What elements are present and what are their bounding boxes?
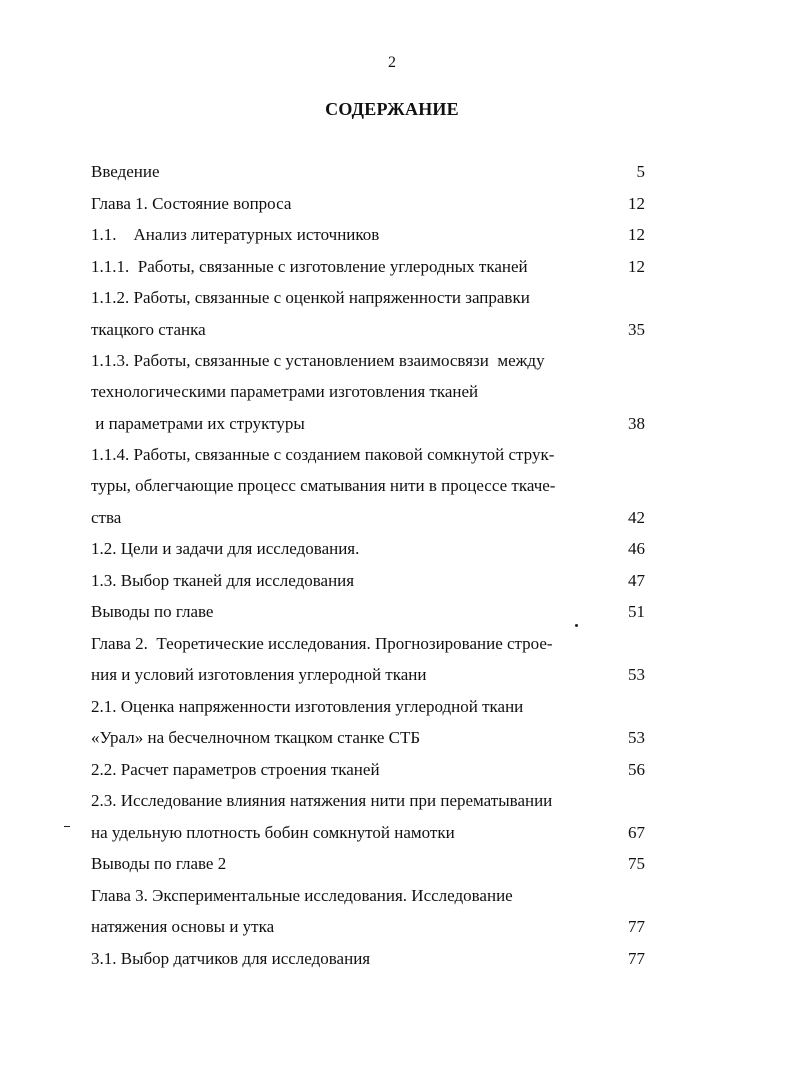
toc-entry-page: 5 bbox=[636, 162, 645, 181]
toc-entry-page: 42 bbox=[628, 508, 645, 527]
toc-entry-page: 77 bbox=[628, 949, 645, 968]
toc-line bbox=[0, 157, 795, 187]
page-number: 2 bbox=[388, 54, 396, 71]
toc-entry-page: 75 bbox=[628, 854, 645, 873]
toc-line bbox=[0, 440, 795, 470]
toc-line bbox=[0, 755, 795, 785]
toc-line bbox=[0, 692, 795, 722]
toc-entry-text: Выводы по главе 2 bbox=[91, 854, 227, 873]
toc-entry-text: и параметрами их структуры bbox=[91, 414, 305, 433]
toc-entry-page: 12 bbox=[628, 194, 645, 213]
toc-entry-text: Глава 2. Теоретические исследования. Прогнозирование строе- bbox=[91, 634, 553, 653]
toc-entry-page: 56 bbox=[628, 760, 645, 779]
toc-line bbox=[0, 346, 795, 376]
toc-line bbox=[0, 881, 795, 911]
toc-entry-text: технологическими параметрами изготовления тканей bbox=[91, 382, 479, 401]
toc-line bbox=[0, 818, 795, 848]
toc-line bbox=[0, 629, 795, 659]
toc-entry-text: ткацкого станка bbox=[91, 320, 206, 339]
toc-line bbox=[0, 409, 795, 439]
toc-entry-page: 51 bbox=[628, 602, 645, 621]
toc-entry-text: ния и условий изготовления углеродной ткани bbox=[91, 665, 427, 684]
toc-line bbox=[0, 566, 795, 596]
toc-entry-text: 1.1.1. Работы, связанные с изготовление углеродных тканей bbox=[91, 257, 528, 276]
toc-entry-page: 38 bbox=[628, 414, 645, 433]
toc-entry-text: Глава 1. Состояние вопроса bbox=[91, 194, 292, 213]
toc-entry-text: туры, облегчающие процесс сматывания нити в процессе ткаче- bbox=[91, 476, 556, 495]
toc-entry-page: 12 bbox=[628, 257, 645, 276]
toc-line bbox=[0, 849, 795, 879]
toc-entry-page: 53 bbox=[628, 728, 645, 747]
toc-line bbox=[0, 471, 795, 501]
toc-entry-text: Выводы по главе bbox=[91, 602, 214, 621]
toc-line bbox=[0, 315, 795, 345]
toc-line bbox=[0, 189, 795, 219]
toc-line bbox=[0, 252, 795, 282]
toc-entry-text: 1.1.4. Работы, связанные с созданием паковой сомкнутой струк- bbox=[91, 445, 555, 464]
toc-entry-text: 1.1.3. Работы, связанные с установлением взаимосвязи между bbox=[91, 351, 545, 370]
toc-entry-page: 46 bbox=[628, 539, 645, 558]
toc-line bbox=[0, 220, 795, 250]
toc-entry-text: «Урал» на бесчелночном ткацком станке СТБ bbox=[91, 728, 421, 747]
toc-entry-text: ства bbox=[91, 508, 122, 527]
toc-line bbox=[0, 534, 795, 564]
scan-speck bbox=[64, 826, 70, 827]
toc-line bbox=[0, 944, 795, 974]
toc-entry-text: Глава 3. Экспериментальные исследования. Исследование bbox=[91, 886, 513, 905]
toc-line bbox=[0, 377, 795, 407]
toc-entry-text: на удельную плотность бобин сомкнутой намотки bbox=[91, 823, 455, 842]
toc-entry-text: 1.2. Цели и задачи для исследования. bbox=[91, 539, 360, 558]
toc-line bbox=[0, 597, 795, 627]
toc-entry-page: 35 bbox=[628, 320, 645, 339]
toc-entry-page: 12 bbox=[628, 225, 645, 244]
toc-entry-text: 2.2. Расчет параметров строения тканей bbox=[91, 760, 380, 779]
toc-entry-text: Введение bbox=[91, 162, 160, 181]
toc-line bbox=[0, 283, 795, 313]
toc-entry-page: 53 bbox=[628, 665, 645, 684]
toc-line bbox=[0, 723, 795, 753]
toc-entry-page: 47 bbox=[628, 571, 645, 590]
toc-entry-text: 3.1. Выбор датчиков для исследования bbox=[91, 949, 371, 968]
toc-line bbox=[0, 503, 795, 533]
toc-entry-text: 2.3. Исследование влияния натяжения нити при перематывании bbox=[91, 791, 553, 810]
toc-entry-page: 77 bbox=[628, 917, 645, 936]
toc-line bbox=[0, 660, 795, 690]
toc-entry-text: 1.1.2. Работы, связанные с оценкой напряженности заправки bbox=[91, 288, 530, 307]
toc-entry-text: 1.3. Выбор тканей для исследования bbox=[91, 571, 355, 590]
toc-line bbox=[0, 786, 795, 816]
scan-speck bbox=[575, 624, 578, 627]
toc-entry-text: 1.1. Анализ литературных источников bbox=[91, 225, 380, 244]
toc-line bbox=[0, 912, 795, 942]
toc-entry-page: 67 bbox=[628, 823, 645, 842]
toc-entry-text: 2.1. Оценка напряженности изготовления углеродной ткани bbox=[91, 697, 524, 716]
page-title: СОДЕРЖАНИЕ bbox=[325, 99, 459, 119]
toc-entry-text: натяжения основы и утка bbox=[91, 917, 275, 936]
